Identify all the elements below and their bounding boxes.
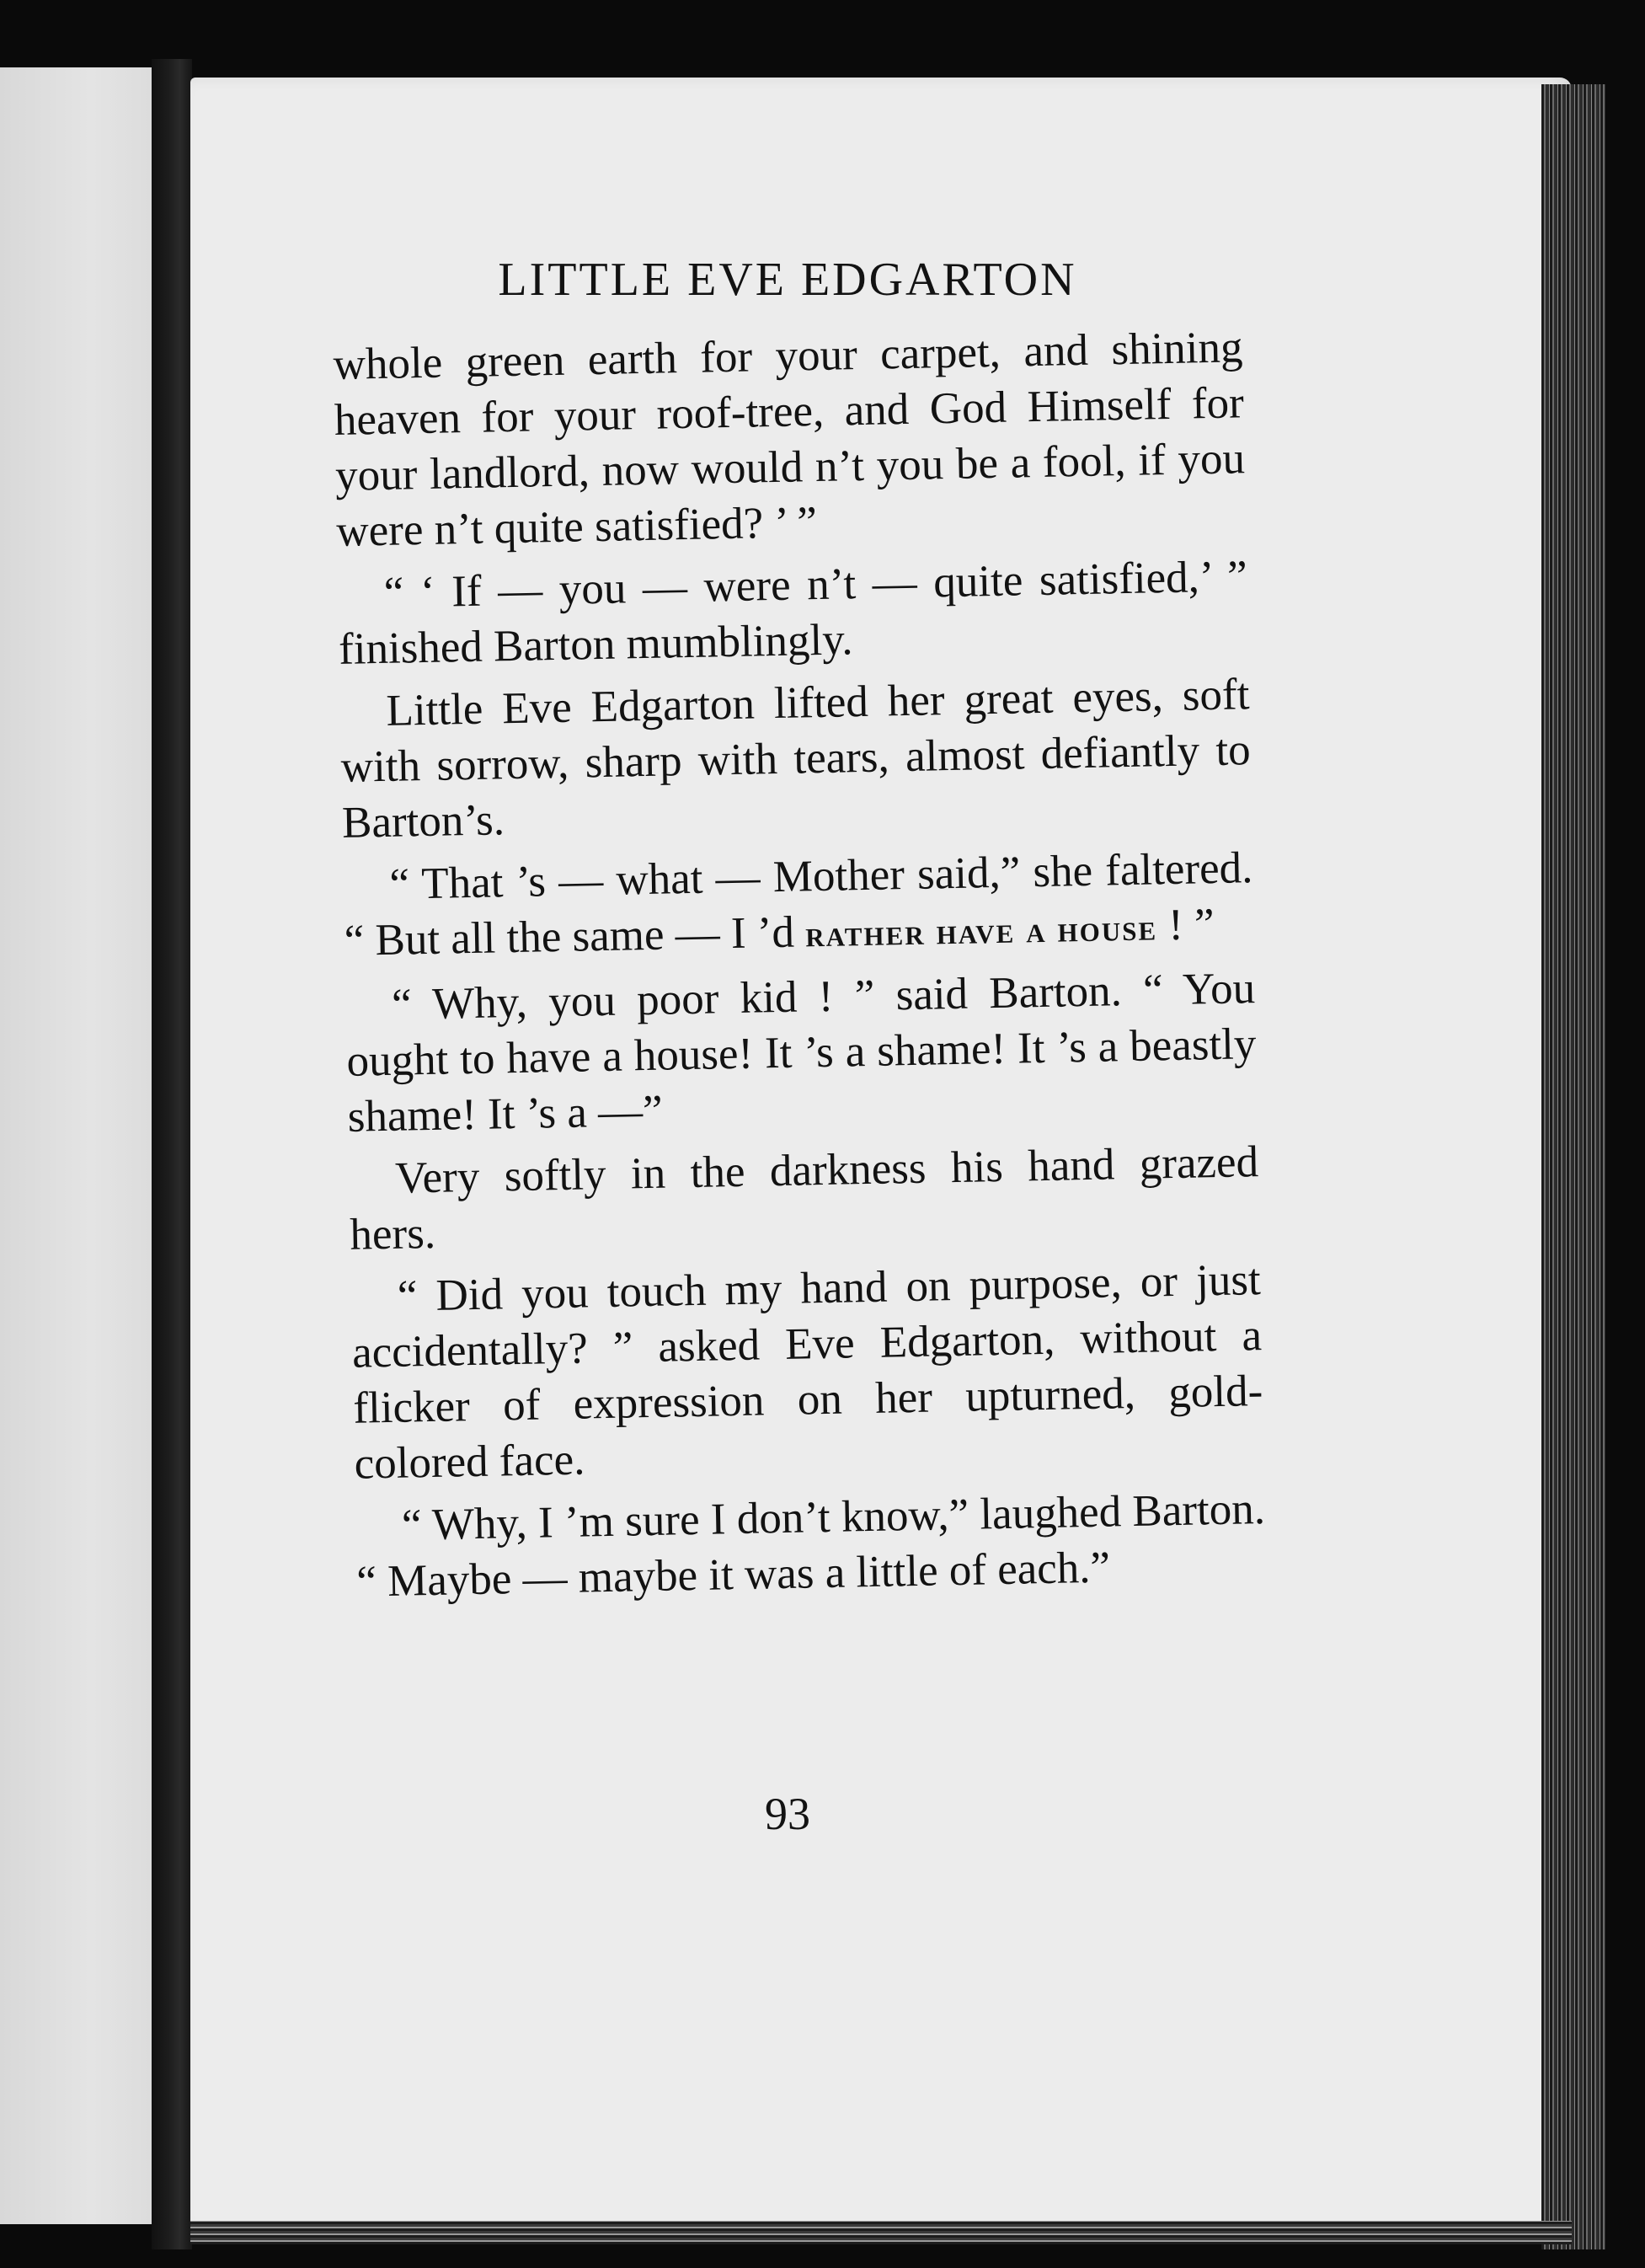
paragraph: whole green earth for your carpet, and shining heaven for your roof-tree, and God Himself for your landlord, now would n’t you be a fool, if you were n’t quite satisfied? ’ ” [333, 323, 1246, 556]
running-head: LITTLE EVE EDGARTON [498, 254, 1077, 306]
small-caps-emphasis: rather have a house [804, 907, 1158, 955]
paragraph-text: ! ” [1156, 900, 1215, 950]
paragraph: “ Did you touch my hand on purpose, or just accidentally? ” asked Eve Edgarton, without a flicker of expression on her upturned, gold-colored face. [351, 1255, 1263, 1489]
paragraph: Very softly in the darkness his hand grazed hers. [349, 1137, 1259, 1260]
book-gutter [152, 59, 192, 2249]
paragraph-text: “ That ’s — what — Mother said,” she faltered. “ But all the same — I ’d [344, 843, 1253, 966]
page-bottom-edge [190, 2221, 1572, 2244]
paragraph: “ Why, I ’m sure I don’t know,” laughed Barton. “ Maybe — maybe it was a little of each.” [355, 1484, 1266, 1607]
paragraph [343, 840, 1254, 971]
paragraph: “ Why, you poor kid ! ” said Barton. “ You ought to have a house! It ’s a shame! It ’s a beastly shame! It ’s a —” [345, 964, 1257, 1142]
paragraph: “ ‘ If — you — were n’t — quite satisfied,’ ” finished Barton mumblingly. [338, 552, 1248, 674]
page-number: 93 [765, 1789, 810, 1839]
facing-page-edge [0, 67, 152, 2224]
body-text [333, 319, 1267, 1609]
paragraph: Little Eve Edgarton lifted her great eyes, soft with sorrow, sharp with tears, almost defiantly to Barton’s. [340, 670, 1252, 848]
page-edges [1541, 84, 1605, 2249]
